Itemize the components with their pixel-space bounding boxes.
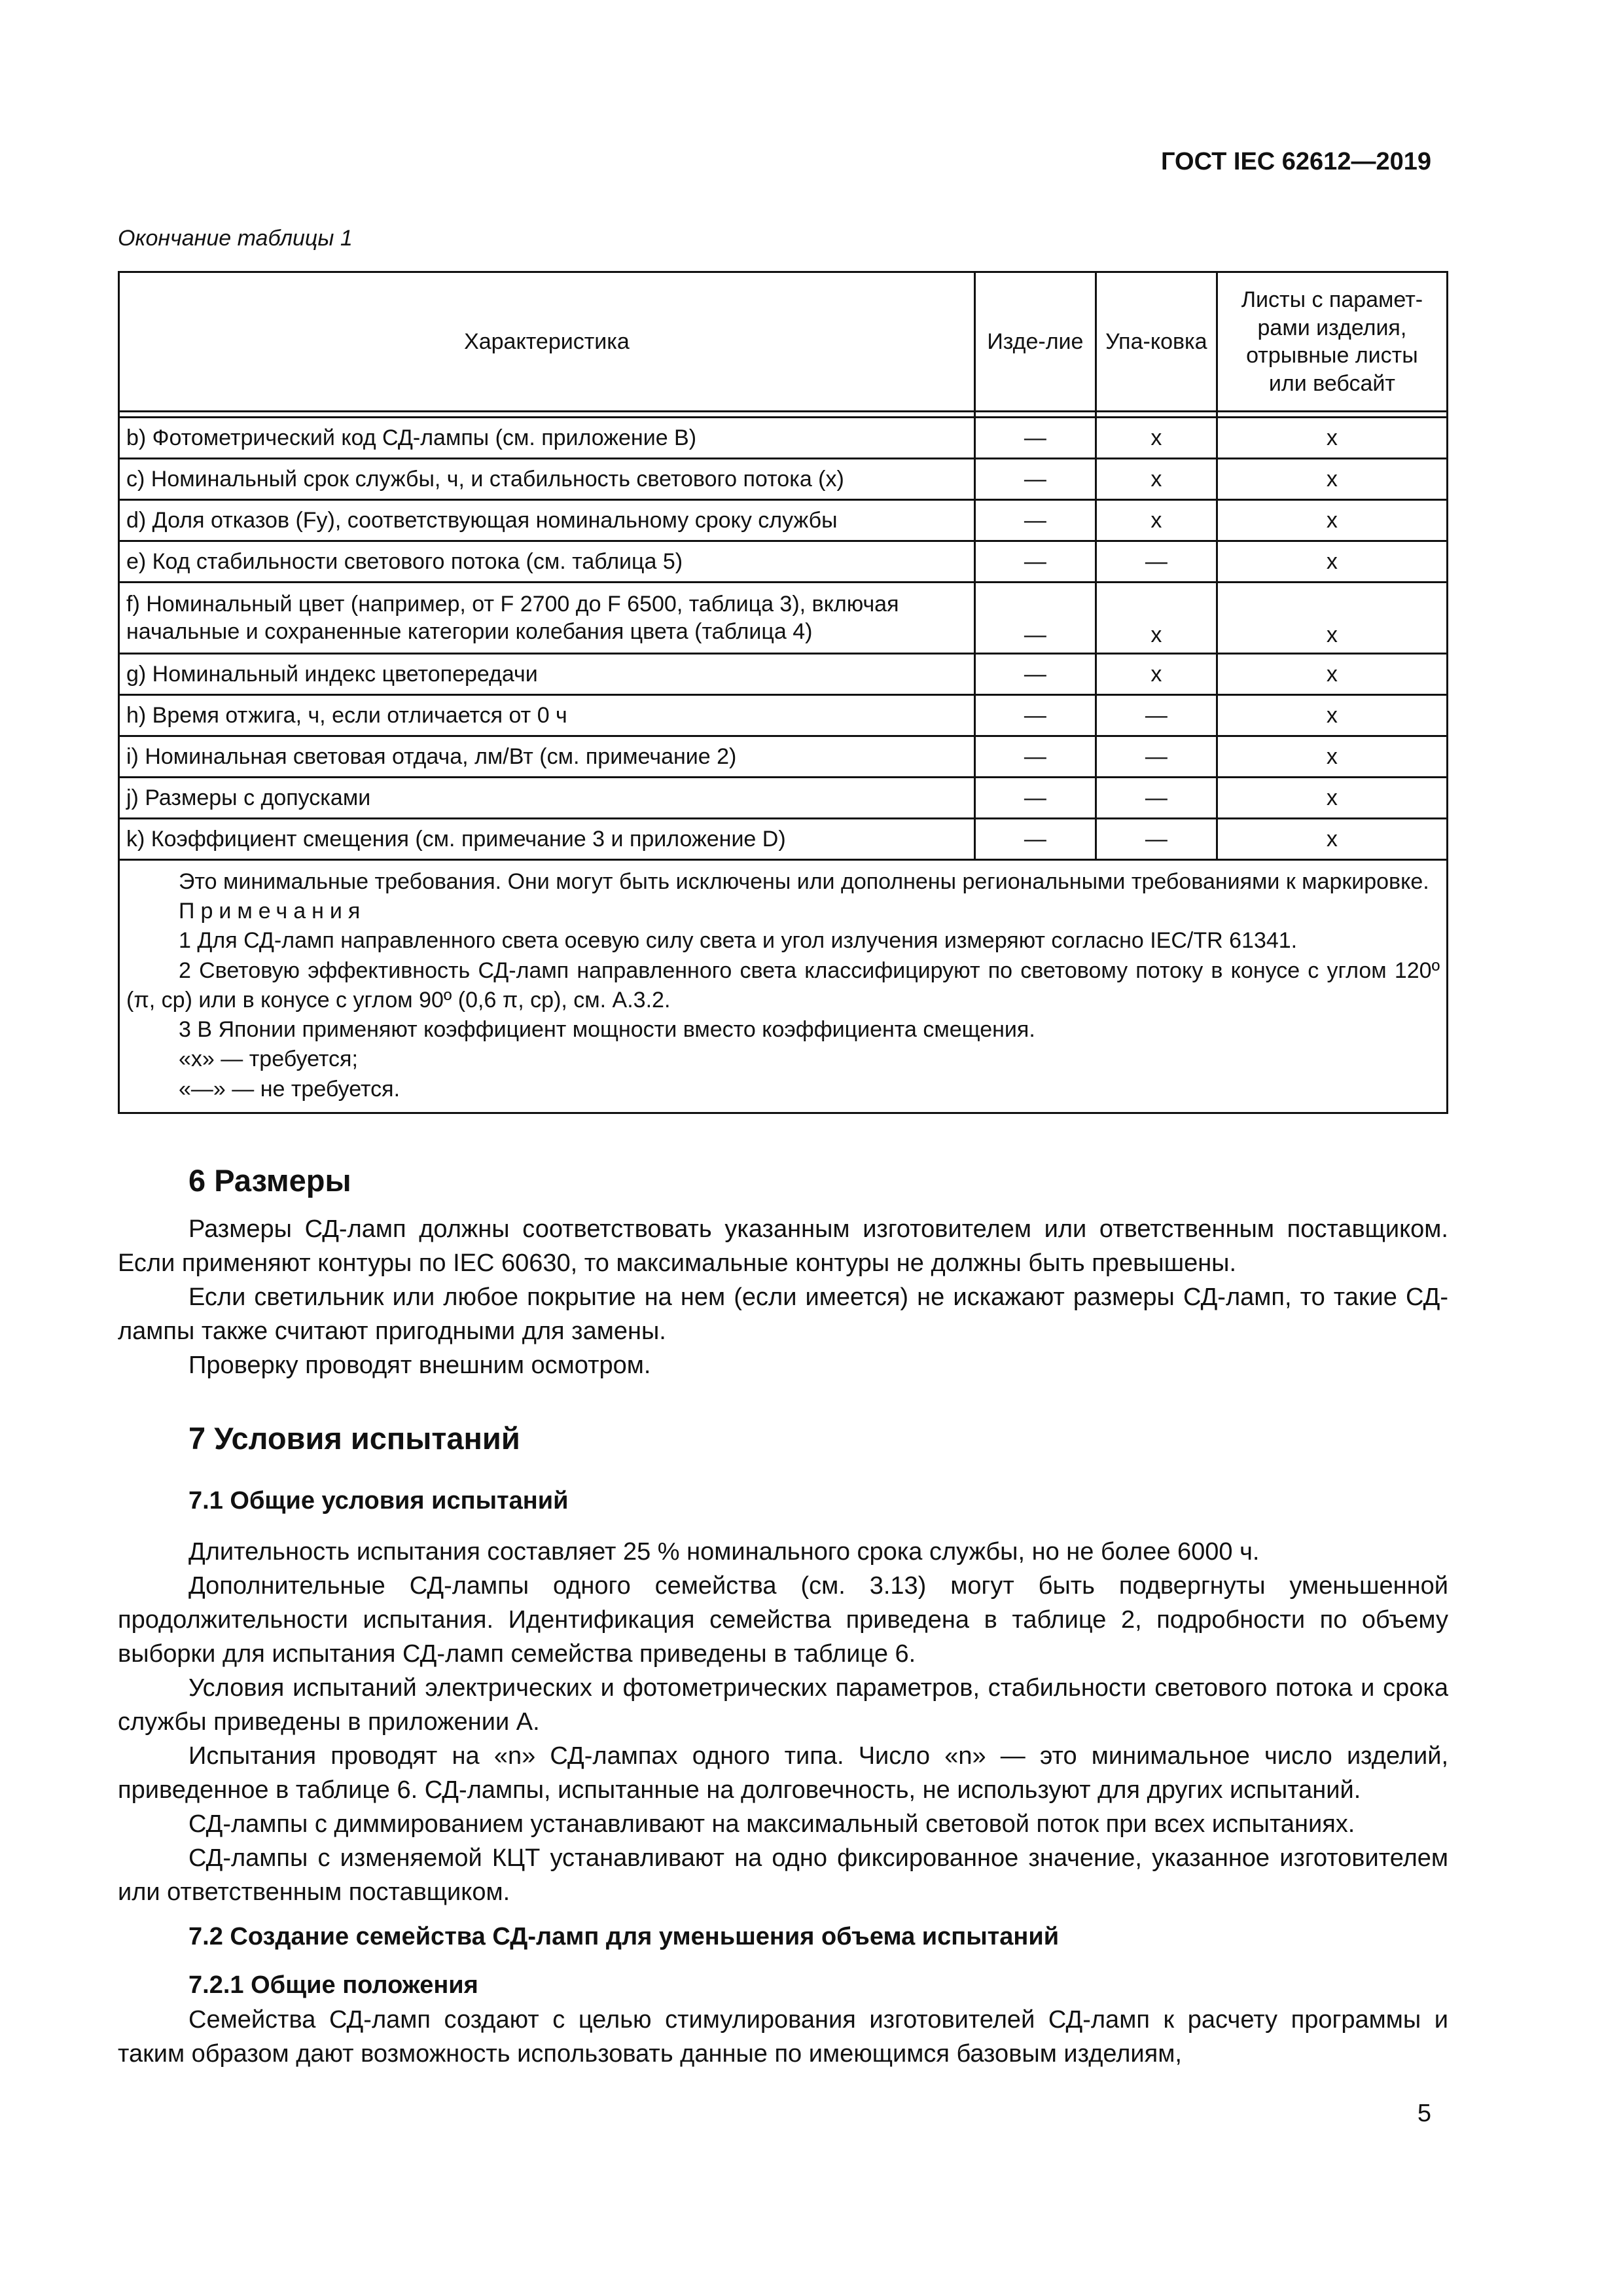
section-7-heading: 7 Условия испытаний (188, 1421, 520, 1456)
row-package-mark: x (1096, 500, 1217, 541)
section-6-paragraph: Проверку проводят внешним осмотром. (188, 1352, 651, 1379)
section-6-body (118, 1212, 1448, 1382)
table-row (119, 736, 1448, 778)
row-documents-mark: x (1217, 819, 1447, 860)
row-package-mark: — (1096, 778, 1217, 819)
marking-table (118, 271, 1448, 1114)
col-header-characteristic: Характеристика (119, 272, 975, 412)
table-notes (119, 860, 1448, 1113)
row-product-mark: — (974, 736, 1096, 778)
note-1: 1 Для СД-ламп направленного света осевую силу света и угол излучения измеряют согласно IEC/TR 61341. (179, 928, 1298, 954)
row-package-mark: — (1096, 695, 1217, 736)
note-2: 2 Световую эффективность СД-ламп направленного света классифицируют по световому потоку в конусе с углом 120º (π, ср) или в конусе с углом 90º (0,6 π, ср), см. А.3.2. (126, 958, 1440, 1013)
note-3: 3 В Японии применяют коэффициент мощности вместо коэффициента смещения. (179, 1017, 1035, 1043)
row-documents-mark: x (1217, 778, 1447, 819)
section-7-paragraph: Испытания проводят на «n» СД-лампах одного типа. Число «n» — это минимальное число изделий, приведенное в таблице 6. СД-лампы, испытанные на долговечность, не используют для других испытаний. (118, 1742, 1448, 1804)
row-characteristic: d) Доля отказов (Fy), соответствующая номинальному сроку службы (119, 500, 975, 541)
row-documents-mark: x (1217, 541, 1447, 583)
row-characteristic: k) Коэффициент смещения (см. примечание 3 и приложение D) (119, 819, 975, 860)
section-6-heading: 6 Размеры (188, 1163, 351, 1198)
row-package-mark: — (1096, 541, 1217, 583)
section-7-paragraph: Условия испытаний электрических и фотометрических параметров, стабильности светового потока и срока службы приведены в приложении А. (118, 1674, 1448, 1736)
legend-required: «x» — требуется; (179, 1047, 358, 1072)
row-product-mark: — (974, 583, 1096, 654)
row-documents-mark: x (1217, 500, 1447, 541)
section-7-paragraph: Длительность испытания составляет 25 % номинального срока службы, но не более 6000 ч. (188, 1538, 1260, 1566)
table-row (119, 778, 1448, 819)
row-product-mark: — (974, 459, 1096, 500)
table-row (119, 654, 1448, 695)
row-product-mark: — (974, 654, 1096, 695)
section-7-paragraph: Семейства СД-ламп создают с целью стимулирования изготовителей СД-ламп к расчету программы и таким образом дают возможность использовать данные по имеющимся базовым изделиям, (118, 2006, 1448, 2068)
table-caption: Окончание таблицы 1 (118, 226, 353, 251)
table-row (119, 695, 1448, 736)
row-documents-mark: x (1217, 736, 1447, 778)
row-characteristic: f) Номинальный цвет (например, от F 2700 до F 6500, таблица 3), включая начальные и сохраненные категории колебания цвета (таблица 4) (119, 583, 975, 654)
table-row (119, 500, 1448, 541)
section-7-1-body (118, 1535, 1448, 1909)
document-code: ГОСТ IEC 62612—2019 (1161, 148, 1431, 175)
row-characteristic: b) Фотометрический код СД-лампы (см. приложение В) (119, 418, 975, 459)
legend-not-required: «—» — не требуется. (179, 1076, 401, 1102)
row-documents-mark: x (1217, 418, 1447, 459)
table-row (119, 418, 1448, 459)
row-characteristic: g) Номинальный индекс цветопередачи (119, 654, 975, 695)
section-7-paragraph: СД-лампы с диммированием устанавливают на максимальный световой поток при всех испытаниях. (188, 1810, 1355, 1838)
section-7-2-1-heading: 7.2.1 Общие положения (188, 1971, 478, 1999)
row-characteristic: h) Время отжига, ч, если отличается от 0 ч (119, 695, 975, 736)
section-7-1-heading: 7.1 Общие условия испытаний (188, 1487, 569, 1515)
row-product-mark: — (974, 418, 1096, 459)
row-product-mark: — (974, 500, 1096, 541)
section-6-paragraph: Размеры СД-ламп должны соответствовать указанным изготовителем или ответственным поставщиком. Если применяют контуры по IEC 60630, то максимальные контуры не должны быть превышены. (118, 1215, 1448, 1277)
row-documents-mark: x (1217, 583, 1447, 654)
row-package-mark: — (1096, 819, 1217, 860)
section-6-paragraph: Если светильник или любое покрытие на нем (если имеется) не искажают размеры СД-ламп, то такие СД-лампы также считают пригодными для замены. (118, 1283, 1448, 1345)
row-characteristic: c) Номинальный срок службы, ч, и стабильность светового потока (x) (119, 459, 975, 500)
row-characteristic: e) Код стабильности светового потока (см. таблица 5) (119, 541, 975, 583)
row-documents-mark: x (1217, 654, 1447, 695)
row-characteristic: j) Размеры с допусками (119, 778, 975, 819)
table-row (119, 583, 1448, 654)
row-characteristic: i) Номинальная световая отдача, лм/Вт (см. примечание 2) (119, 736, 975, 778)
col-header-documents: Листы с парамет-рами изделия, отрывные листы или вебсайт (1217, 272, 1447, 412)
row-package-mark: x (1096, 459, 1217, 500)
page-number: 5 (1417, 2100, 1431, 2127)
table-row (119, 459, 1448, 500)
col-header-product: Изде-лие (974, 272, 1096, 412)
section-7-paragraph: СД-лампы с изменяемой КЦТ устанавливают на одно фиксированное значение, указанное изготовителем или ответственным поставщиком. (118, 1844, 1448, 1906)
section-7-paragraph: Дополнительные СД-лампы одного семейства (см. 3.13) могут быть подвергнуты уменьшенной продолжительности испытания. Идентификация семейства приведена в таблице 2, подробности по объему выборки для испытания СД-ламп семейства приведены в таблице 6. (118, 1572, 1448, 1668)
section-7-2-1-body (118, 2003, 1448, 2071)
notes-intro: Это минимальные требования. Они могут быть исключены или дополнены региональными требованиями к маркировке. (179, 869, 1429, 894)
row-product-mark: — (974, 778, 1096, 819)
row-package-mark: x (1096, 654, 1217, 695)
table-row (119, 541, 1448, 583)
row-package-mark: — (1096, 736, 1217, 778)
row-package-mark: x (1096, 418, 1217, 459)
row-product-mark: — (974, 541, 1096, 583)
row-documents-mark: x (1217, 695, 1447, 736)
col-header-package: Упа-ковка (1096, 272, 1217, 412)
notes-title: Примечания (179, 899, 366, 924)
section-7-2-heading: 7.2 Создание семейства СД-ламп для уменьшения объема испытаний (188, 1923, 1060, 1950)
row-product-mark: — (974, 695, 1096, 736)
table-row (119, 819, 1448, 860)
row-package-mark: x (1096, 583, 1217, 654)
row-documents-mark: x (1217, 459, 1447, 500)
row-product-mark: — (974, 819, 1096, 860)
